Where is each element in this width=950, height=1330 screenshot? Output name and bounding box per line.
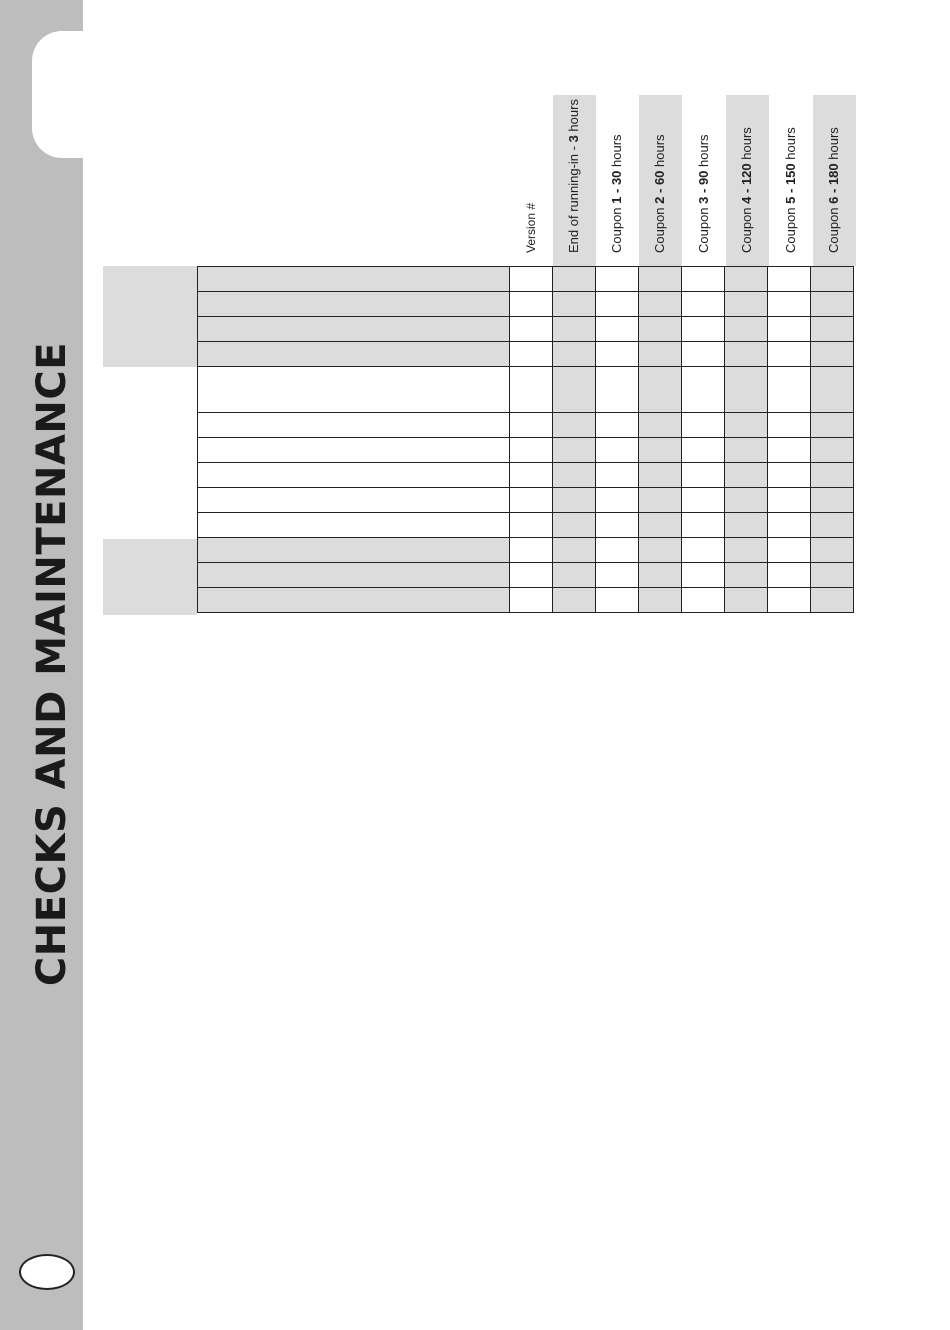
- row-label-cell: [198, 292, 510, 317]
- check-cell[interactable]: [639, 488, 682, 513]
- check-cell[interactable]: [596, 563, 639, 588]
- check-cell[interactable]: [682, 563, 725, 588]
- table-row: [198, 292, 854, 317]
- check-cell[interactable]: [596, 267, 639, 292]
- check-cell[interactable]: [768, 367, 811, 413]
- check-cell[interactable]: [553, 438, 596, 463]
- check-cell[interactable]: [725, 438, 768, 463]
- check-cell[interactable]: [725, 463, 768, 488]
- check-cell[interactable]: [510, 513, 553, 538]
- check-cell[interactable]: [811, 513, 854, 538]
- check-cell[interactable]: [725, 563, 768, 588]
- table-row: [198, 438, 854, 463]
- row-label-cell: [198, 563, 510, 588]
- check-cell[interactable]: [725, 267, 768, 292]
- check-cell[interactable]: [553, 538, 596, 563]
- row-label-cell: [198, 588, 510, 613]
- check-cell[interactable]: [510, 563, 553, 588]
- check-cell[interactable]: [682, 267, 725, 292]
- check-cell[interactable]: [510, 267, 553, 292]
- check-cell[interactable]: [639, 413, 682, 438]
- check-cell[interactable]: [768, 317, 811, 342]
- check-cell[interactable]: [725, 342, 768, 367]
- check-cell[interactable]: [639, 438, 682, 463]
- check-cell[interactable]: [510, 342, 553, 367]
- check-cell[interactable]: [553, 563, 596, 588]
- row-label-cell: [198, 488, 510, 513]
- check-cell[interactable]: [682, 463, 725, 488]
- row-label-cell: [198, 342, 510, 367]
- check-cell[interactable]: [725, 538, 768, 563]
- check-cell[interactable]: [639, 342, 682, 367]
- check-cell[interactable]: [725, 292, 768, 317]
- column-header-coupon-4: [726, 95, 769, 266]
- check-cell[interactable]: [596, 292, 639, 317]
- check-cell[interactable]: [725, 488, 768, 513]
- check-cell[interactable]: [510, 292, 553, 317]
- check-cell[interactable]: [639, 538, 682, 563]
- column-header-coupon-1: [596, 95, 639, 266]
- check-cell[interactable]: [639, 317, 682, 342]
- check-cell[interactable]: [682, 292, 725, 317]
- check-cell[interactable]: [768, 342, 811, 367]
- column-header-label: End of running-in - 3 hours: [566, 99, 581, 253]
- check-cell[interactable]: [596, 438, 639, 463]
- check-cell[interactable]: [596, 413, 639, 438]
- check-cell[interactable]: [510, 463, 553, 488]
- check-cell[interactable]: [811, 413, 854, 438]
- row-label-cell: [198, 438, 510, 463]
- check-cell[interactable]: [639, 292, 682, 317]
- check-cell[interactable]: [510, 367, 553, 413]
- check-cell[interactable]: [682, 413, 725, 438]
- check-cell[interactable]: [682, 513, 725, 538]
- table-row: [198, 563, 854, 588]
- check-cell[interactable]: [510, 588, 553, 613]
- check-cell[interactable]: [639, 463, 682, 488]
- check-cell[interactable]: [768, 588, 811, 613]
- check-cell[interactable]: [811, 342, 854, 367]
- row-label-cell: [198, 513, 510, 538]
- column-header-label: Coupon 5 - 150 hours: [783, 127, 798, 253]
- check-cell[interactable]: [553, 413, 596, 438]
- column-header-label: Coupon 2 - 60 hours: [652, 134, 667, 253]
- check-cell[interactable]: [682, 342, 725, 367]
- table-row: [198, 513, 854, 538]
- check-cell[interactable]: [639, 367, 682, 413]
- check-cell[interactable]: [768, 413, 811, 438]
- section-title: CHECKS AND MAINTENANCE: [29, 341, 75, 987]
- check-cell[interactable]: [553, 588, 596, 613]
- check-cell[interactable]: [811, 463, 854, 488]
- table-row: [198, 342, 854, 367]
- column-header-label: Version #: [524, 202, 538, 253]
- check-cell[interactable]: [725, 317, 768, 342]
- table-row: [198, 413, 854, 438]
- check-cell[interactable]: [682, 317, 725, 342]
- check-cell[interactable]: [596, 513, 639, 538]
- table-row: [198, 367, 854, 413]
- check-cell[interactable]: [768, 292, 811, 317]
- check-cell[interactable]: [725, 513, 768, 538]
- table-row: [198, 463, 854, 488]
- check-cell[interactable]: [811, 538, 854, 563]
- column-header-coupon-6: [813, 95, 856, 266]
- check-cell[interactable]: [596, 488, 639, 513]
- tab-notch: [32, 31, 83, 158]
- row-group-1-block: [103, 266, 197, 367]
- row-label-cell: [198, 367, 510, 413]
- column-header-label: Coupon 6 - 180 hours: [826, 127, 841, 253]
- table-row: [198, 267, 854, 292]
- table-row: [198, 488, 854, 513]
- check-cell[interactable]: [768, 463, 811, 488]
- column-header-label: Coupon 4 - 120 hours: [739, 127, 754, 253]
- check-cell[interactable]: [682, 367, 725, 413]
- column-header-coupon-2: [639, 95, 682, 266]
- check-cell[interactable]: [596, 538, 639, 563]
- check-cell[interactable]: [510, 438, 553, 463]
- row-label-cell: [198, 317, 510, 342]
- check-cell[interactable]: [811, 563, 854, 588]
- check-cell[interactable]: [725, 588, 768, 613]
- check-cell[interactable]: [553, 367, 596, 413]
- check-cell[interactable]: [811, 588, 854, 613]
- check-cell[interactable]: [768, 513, 811, 538]
- check-cell[interactable]: [553, 463, 596, 488]
- check-cell[interactable]: [553, 342, 596, 367]
- check-cell[interactable]: [510, 413, 553, 438]
- column-header-version: [510, 95, 553, 266]
- check-cell[interactable]: [768, 267, 811, 292]
- check-cell[interactable]: [811, 292, 854, 317]
- row-group-3-block: [103, 539, 197, 615]
- check-cell[interactable]: [639, 267, 682, 292]
- check-cell[interactable]: [553, 317, 596, 342]
- check-cell[interactable]: [811, 367, 854, 413]
- column-header-label: Coupon 1 - 30 hours: [609, 134, 624, 253]
- check-cell[interactable]: [596, 367, 639, 413]
- check-cell[interactable]: [596, 463, 639, 488]
- maintenance-table: [197, 266, 854, 613]
- check-cell[interactable]: [510, 488, 553, 513]
- check-cell[interactable]: [510, 538, 553, 563]
- check-cell[interactable]: [682, 488, 725, 513]
- check-cell[interactable]: [811, 488, 854, 513]
- check-cell[interactable]: [725, 413, 768, 438]
- check-cell[interactable]: [596, 342, 639, 367]
- check-cell[interactable]: [553, 267, 596, 292]
- check-cell[interactable]: [811, 438, 854, 463]
- row-label-cell: [198, 463, 510, 488]
- row-label-cell: [198, 267, 510, 292]
- column-header-label: Coupon 3 - 90 hours: [696, 134, 711, 253]
- check-cell[interactable]: [682, 438, 725, 463]
- check-cell[interactable]: [725, 367, 768, 413]
- check-cell[interactable]: [768, 538, 811, 563]
- check-cell[interactable]: [768, 438, 811, 463]
- check-cell[interactable]: [639, 563, 682, 588]
- check-cell[interactable]: [639, 588, 682, 613]
- column-header-coupon-5: [770, 95, 813, 266]
- check-cell[interactable]: [596, 588, 639, 613]
- check-cell[interactable]: [682, 538, 725, 563]
- row-label-cell: [198, 413, 510, 438]
- check-cell[interactable]: [811, 317, 854, 342]
- check-cell[interactable]: [553, 292, 596, 317]
- check-cell[interactable]: [553, 513, 596, 538]
- check-cell[interactable]: [682, 588, 725, 613]
- check-cell[interactable]: [596, 317, 639, 342]
- row-label-cell: [198, 538, 510, 563]
- table-row: [198, 588, 854, 613]
- table-row: [198, 317, 854, 342]
- check-cell[interactable]: [811, 267, 854, 292]
- check-cell[interactable]: [768, 563, 811, 588]
- column-header-running-in: [553, 95, 596, 266]
- page-number-oval: [19, 1254, 75, 1290]
- check-cell[interactable]: [639, 513, 682, 538]
- check-cell[interactable]: [553, 488, 596, 513]
- column-header-coupon-3: [683, 95, 726, 266]
- table-row: [198, 538, 854, 563]
- check-cell[interactable]: [510, 317, 553, 342]
- check-cell[interactable]: [768, 488, 811, 513]
